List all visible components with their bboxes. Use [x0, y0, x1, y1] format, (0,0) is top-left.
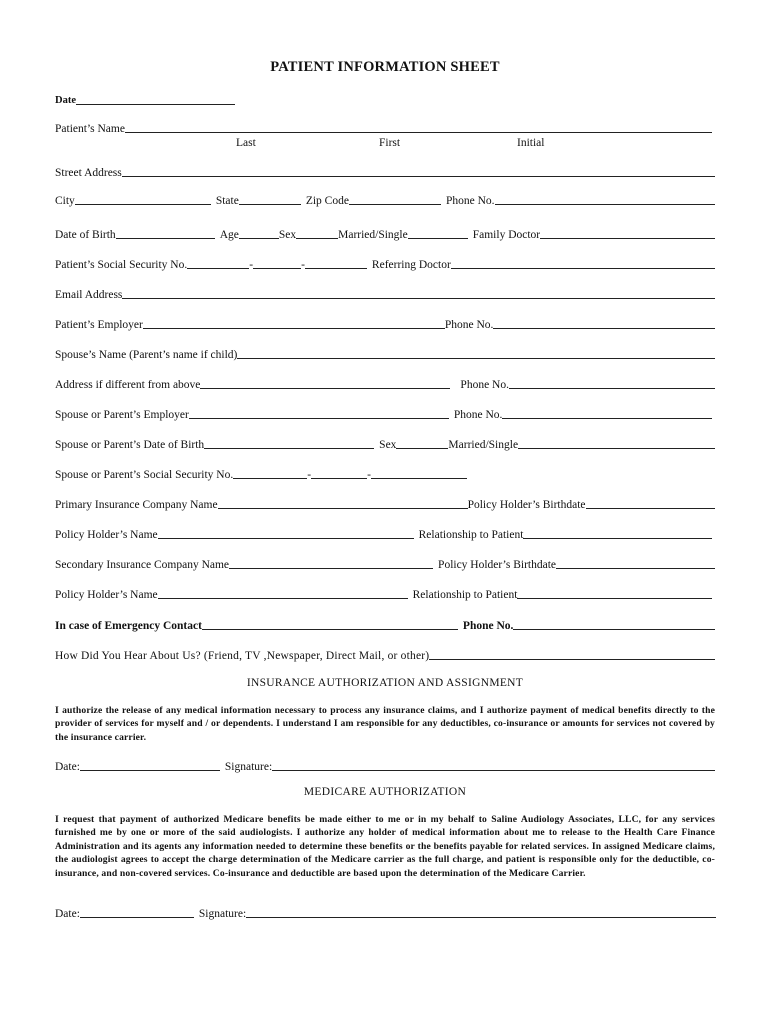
state-label: State	[215, 195, 239, 207]
married-single-field[interactable]	[408, 228, 468, 239]
secondary-insurance-row	[55, 556, 715, 572]
phone-field[interactable]	[495, 194, 716, 205]
spouse-sex-field[interactable]	[396, 438, 448, 449]
secondary-relationship-label: Relationship to Patient	[412, 589, 518, 601]
date-label: Date	[55, 95, 76, 106]
employer-field[interactable]	[143, 318, 445, 329]
medicare-signature-label: Signature:	[198, 908, 247, 920]
emergency-phone-label: Phone No.	[462, 620, 514, 632]
employer-row	[55, 316, 715, 332]
emergency-phone-field[interactable]	[513, 619, 715, 630]
primary-holder-name-label: Policy Holder’s Name	[55, 529, 158, 541]
secondary-holder-name-label: Policy Holder’s Name	[55, 589, 158, 601]
street-address-field[interactable]	[122, 166, 715, 177]
dob-field[interactable]	[116, 228, 215, 239]
medicare-signature-field[interactable]	[246, 907, 716, 918]
ssn-part1-field[interactable]	[187, 258, 249, 269]
secondary-holder-birthdate-label: Policy Holder’s Birthdate	[438, 559, 557, 571]
primary-holder-name-field[interactable]	[158, 528, 414, 539]
spouse-married-single-field[interactable]	[518, 438, 715, 449]
referral-source-field[interactable]	[429, 649, 715, 660]
age-label: Age	[219, 229, 239, 241]
alt-phone-field[interactable]	[509, 378, 715, 389]
patient-name-field[interactable]	[125, 122, 712, 133]
email-field[interactable]	[122, 288, 715, 299]
spouse-sex-label: Sex	[379, 439, 397, 451]
last-name-caption: Last	[236, 137, 256, 149]
phone-label: Phone No.	[445, 195, 495, 207]
alt-address-row	[55, 376, 715, 392]
secondary-relationship-field[interactable]	[517, 588, 712, 599]
state-field[interactable]	[239, 194, 301, 205]
spouse-ssn-row	[55, 466, 467, 482]
spouse-employer-label: Spouse or Parent’s Employer	[55, 409, 189, 421]
primary-holder-birthdate-field[interactable]	[586, 498, 715, 509]
ssn-dash: -	[301, 259, 305, 271]
insurance-date-label: Date:	[55, 761, 80, 773]
initial-caption: Initial	[517, 137, 545, 149]
email-row	[55, 286, 715, 302]
dob-label: Date of Birth	[55, 229, 116, 241]
spouse-name-field[interactable]	[237, 348, 715, 359]
spouse-ssn-dash: -	[307, 469, 312, 481]
zip-field[interactable]	[349, 194, 441, 205]
referral-source-row	[55, 647, 715, 663]
referring-doctor-field[interactable]	[451, 258, 715, 269]
secondary-holder-birthdate-field[interactable]	[556, 558, 715, 569]
insurance-signature-label: Signature:	[224, 761, 273, 773]
secondary-holder-row	[55, 586, 712, 602]
alt-address-field[interactable]	[200, 378, 450, 389]
medicare-date-field[interactable]	[80, 907, 194, 918]
patient-name-row	[55, 120, 712, 136]
spouse-name-label: Spouse’s Name (Parent’s name if child)	[55, 349, 238, 361]
primary-holder-birthdate-label: Policy Holder’s Birthdate	[467, 499, 586, 511]
family-doctor-field[interactable]	[540, 228, 715, 239]
spouse-employer-row	[55, 406, 712, 422]
street-address-row	[55, 164, 715, 180]
spouse-employer-phone-field[interactable]	[502, 408, 712, 419]
ssn-part3-field[interactable]	[305, 258, 367, 269]
spouse-name-row	[55, 346, 715, 362]
spouse-ssn-part1-field[interactable]	[233, 468, 307, 479]
primary-relationship-label: Relationship to Patient	[418, 529, 524, 541]
spouse-dob-label: Spouse or Parent’s Date of Birth	[55, 439, 205, 451]
primary-relationship-field[interactable]	[523, 528, 712, 539]
age-field[interactable]	[239, 228, 279, 239]
medicare-authorization-heading: MEDICARE AUTHORIZATION	[303, 786, 467, 798]
married-single-label: Married/Single	[338, 229, 408, 241]
spouse-dob-field[interactable]	[204, 438, 374, 449]
emergency-row	[55, 617, 715, 633]
referring-doctor-label: Referring Doctor	[371, 259, 451, 271]
referral-source-label: How Did You Hear About Us? (Friend, TV ,Newspaper, Direct Mail, or other)	[55, 650, 430, 662]
email-label: Email Address	[55, 289, 123, 301]
secondary-holder-name-field[interactable]	[158, 588, 408, 599]
spouse-ssn-label: Spouse or Parent’s Social Security No.	[55, 469, 234, 481]
employer-phone-field[interactable]	[493, 318, 715, 329]
ssn-label: Patient’s Social Security No.	[55, 259, 188, 271]
employer-label: Patient’s Employer	[55, 319, 143, 331]
spouse-married-single-label: Married/Single	[448, 439, 519, 451]
ssn-row	[55, 256, 715, 272]
first-name-caption: First	[379, 137, 401, 149]
insurance-authorization-heading: INSURANCE AUTHORIZATION AND ASSIGNMENT	[246, 677, 524, 689]
primary-insurance-field[interactable]	[218, 498, 468, 509]
city-field[interactable]	[75, 194, 211, 205]
medicare-signature-row	[55, 905, 716, 921]
secondary-insurance-field[interactable]	[229, 558, 433, 569]
employer-phone-label: Phone No.	[444, 319, 494, 331]
spouse-employer-phone-label: Phone No.	[453, 409, 503, 421]
primary-insurance-label: Primary Insurance Company Name	[55, 499, 218, 511]
medicare-date-label: Date:	[55, 908, 80, 920]
family-doctor-label: Family Doctor	[472, 229, 541, 241]
sex-label: Sex	[278, 229, 297, 241]
date-row	[55, 92, 235, 108]
sex-field[interactable]	[296, 228, 338, 239]
insurance-signature-row	[55, 758, 715, 774]
alt-address-label: Address if different from above	[55, 379, 201, 391]
insurance-authorization-text: I authorize the release of any medical information necessary to process any insurance claims, and I authorize payment of medical benefits directly to the provider of services for myself and / or dependents. I understand I am responsible for any deductibles, co-insurance or amounts for services not covered by the insurance carrier.	[55, 705, 715, 743]
emergency-contact-field[interactable]	[202, 619, 458, 630]
spouse-ssn-dash: -	[367, 469, 371, 481]
city-row	[55, 192, 715, 208]
emergency-contact-label: In case of Emergency Contact	[55, 620, 202, 632]
medicare-authorization-text: I request that payment of authorized Medicare benefits be made either to me or in my behalf to Saline Audiology Associates, LLC, for any services furnished me by one or more of the said audiologists. I authorize any holder of medical information about me to release to the Health Care Finance Administration and its agents any information needed to determine these benefits or the benefits payable for related services. In assigned Medicare claims, the audiologist agrees to accept the charge determination of the Medicare carrier as the full charge, and patient is responsible only for the deductible, co-insurance, and non-covered services. Co-insurance and deductible are based upon the determination of the Medicare Carrier.	[55, 814, 715, 879]
primary-holder-row	[55, 526, 712, 542]
ssn-dash: -	[249, 259, 254, 271]
zip-label: Zip Code	[305, 195, 349, 207]
secondary-insurance-label: Secondary Insurance Company Name	[55, 559, 230, 571]
patient-name-label: Patient’s Name	[55, 123, 125, 135]
dob-row	[55, 226, 715, 242]
city-label: City	[55, 195, 75, 207]
ssn-part2-field[interactable]	[253, 258, 301, 269]
insurance-signature-field[interactable]	[272, 760, 715, 771]
primary-insurance-row	[55, 496, 715, 512]
insurance-date-field[interactable]	[80, 760, 220, 771]
alt-phone-label: Phone No.	[460, 379, 509, 391]
date-field[interactable]	[76, 94, 235, 105]
spouse-dob-row	[55, 436, 715, 452]
spouse-employer-field[interactable]	[189, 408, 449, 419]
spouse-ssn-part2-field[interactable]	[311, 468, 367, 479]
street-address-label: Street Address	[55, 167, 122, 179]
page-title: PATIENT INFORMATION SHEET	[270, 59, 500, 75]
spouse-ssn-part3-field[interactable]	[371, 468, 467, 479]
